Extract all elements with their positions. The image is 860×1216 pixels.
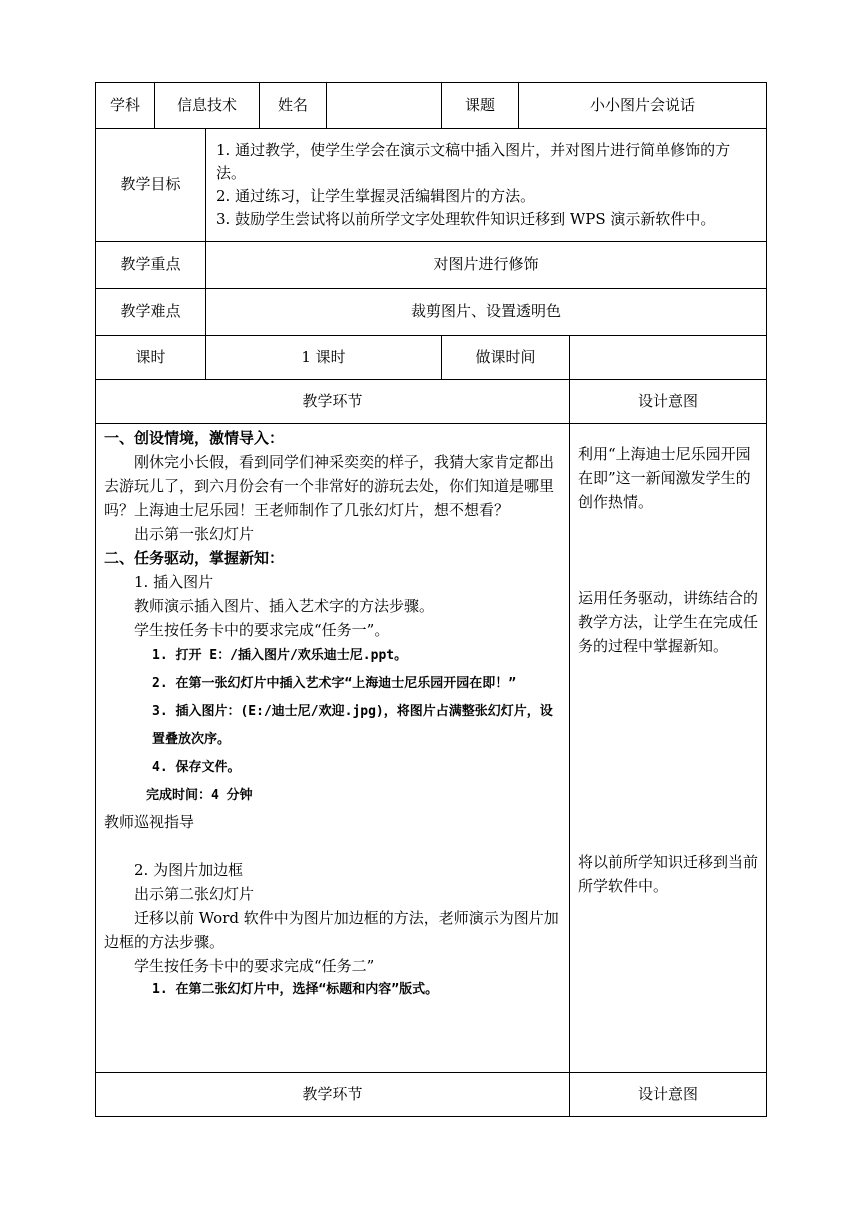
goal-item: 3. 鼓励学生尝试将以前所学文字处理软件知识迁移到 WPS 演示新软件中。: [216, 210, 716, 228]
topic-value: 小小图片会说话: [519, 83, 767, 129]
date-value: [570, 336, 767, 380]
spacer: [578, 658, 758, 850]
teaching-steps: [96, 424, 570, 1073]
task-item: 3. 插入图片：(E:/迪士尼/欢迎.jpg)，将图片占满整张幻灯片，设置叠放次序。: [152, 704, 553, 747]
header-row: [96, 83, 767, 129]
goal-item: 2. 通过练习，让学生掌握灵活编辑图片的方法。: [216, 187, 536, 205]
spacer: [104, 834, 563, 858]
step-add-border: 2. 为图片加边框: [134, 861, 244, 879]
footer-header-row: [96, 1073, 767, 1117]
lesson-plan-table: [95, 82, 767, 1117]
design-intent: [570, 424, 767, 1073]
student-task-1: 学生按任务卡中的要求完成“任务一”。: [134, 621, 390, 639]
subject-value: 信息技术: [155, 83, 260, 129]
task-time: 完成时间：4 分钟: [146, 788, 253, 803]
intro-paragraph: 刚休完小长假，看到同学们神采奕奕的样子，我猜大家肯定都出去游玩儿了，到六月份会有一个非常好的游玩去处，你们知道是哪里吗？上海迪士尼乐园！王老师制作了几张幻灯片，想不想看？: [104, 453, 555, 519]
key-point-row: [96, 242, 767, 289]
name-value: [327, 83, 442, 129]
teacher-demo: 教师演示插入图片、插入艺术字的方法步骤。: [134, 597, 435, 615]
topic-label: 课题: [442, 83, 519, 129]
show-slide-2: 出示第二张幻灯片: [134, 885, 255, 903]
intent-note: 将以前所学知识迁移到当前所学软件中。: [578, 853, 759, 895]
section-header-left: 教学环节: [96, 380, 570, 424]
difficulty-label: 教学难点: [96, 289, 206, 336]
footer-header-left: 教学环节: [96, 1073, 570, 1117]
subject-label: 学科: [96, 83, 155, 129]
footer-header-right: 设计意图: [570, 1073, 767, 1117]
heading-intro: 一、创设情境，激情导入：: [104, 429, 285, 447]
date-label: 做课时间: [442, 336, 570, 380]
student-task-2: 学生按任务卡中的要求完成“任务二”: [134, 957, 375, 975]
difficulty-row: [96, 289, 767, 336]
key-point-label: 教学重点: [96, 242, 206, 289]
teacher-guide: 教师巡视指导: [104, 813, 195, 831]
goal-item: 1. 通过教学，使学生学会在演示文稿中插入图片，并对图片进行简单修饰的方法。: [216, 141, 731, 182]
spacer: [578, 514, 758, 586]
hours-value: 1 课时: [206, 336, 442, 380]
task-item: 1. 打开 E：/插入图片/欢乐迪士尼.ppt。: [152, 648, 408, 663]
heading-task: 二、任务驱动，掌握新知：: [104, 549, 285, 567]
goals-row: [96, 129, 767, 242]
body-row: [96, 424, 767, 1073]
show-slide-1: 出示第一张幻灯片: [134, 525, 255, 543]
name-label: 姓名: [260, 83, 327, 129]
task-item: 4. 保存文件。: [152, 760, 241, 775]
difficulty-value: 裁剪图片、设置透明色: [206, 289, 767, 336]
goals-label: 教学目标: [96, 129, 206, 242]
task-item: 1. 在第二张幻灯片中，选择“标题和内容”版式。: [152, 982, 439, 997]
hours-label: 课时: [96, 336, 206, 380]
task-item: 2. 在第一张幻灯片中插入艺术字“上海迪士尼乐园开园在即！”: [152, 676, 517, 691]
section-header-row: [96, 380, 767, 424]
section-header-right: 设计意图: [570, 380, 767, 424]
hours-row: [96, 336, 767, 380]
step-insert-image: 1. 插入图片: [134, 573, 214, 591]
intent-note: 利用“上海迪士尼乐园开园在即”这一新闻激发学生的创作热情。: [578, 445, 751, 511]
goals-content: [206, 129, 767, 242]
key-point-value: 对图片进行修饰: [206, 242, 767, 289]
intent-note: 运用任务驱动，讲练结合的教学方法，让学生在完成任务的过程中掌握新知。: [578, 589, 759, 655]
migrate-word: 迁移以前 Word 软件中为图片加边框的方法，老师演示为图片加边框的方法步骤。: [104, 909, 559, 951]
